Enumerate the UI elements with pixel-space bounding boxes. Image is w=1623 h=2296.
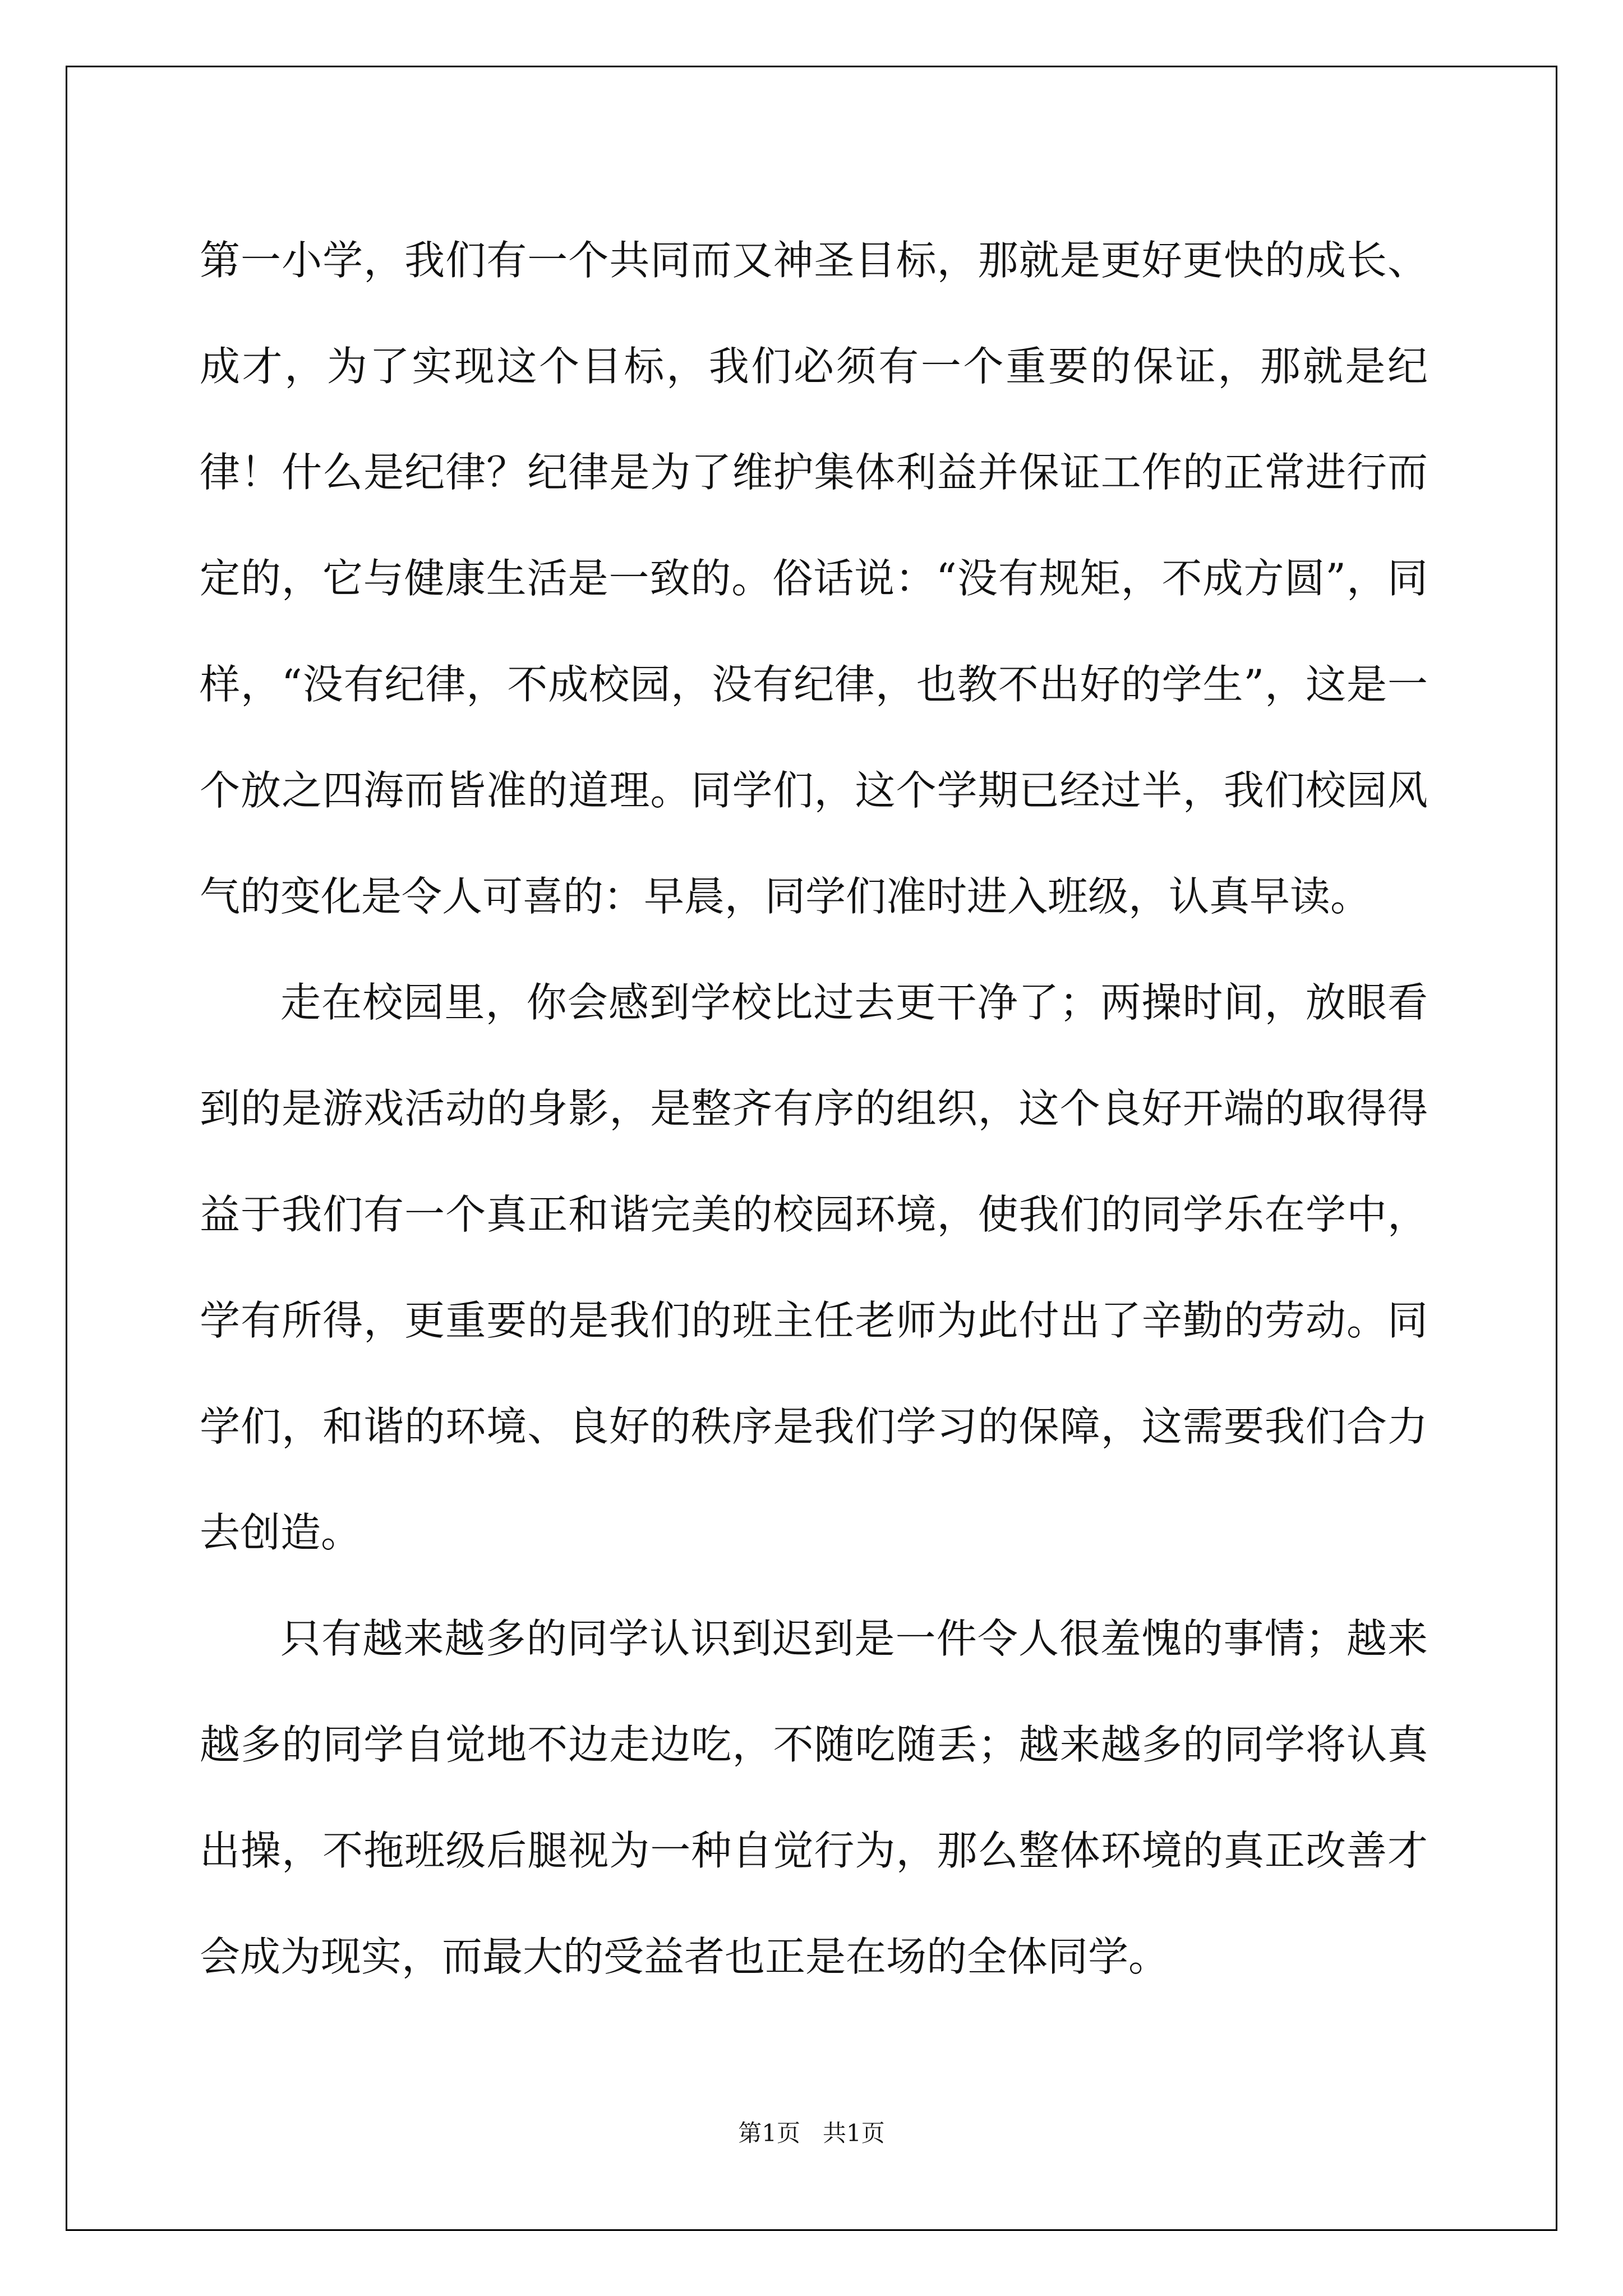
paragraph-1: 第一小学，我们有一个共同而又神圣目标，那就是更好更快的成长、成才，为了实现这个目标，我们必须有一个重要的保证，那就是纪律！什么是纪律？纪律是为了维护集体利益并保证工作的正常进行而定的，它与健康生活是一致的。俗话说：“没有规矩，不成方圆”，同样，“没有纪律，不成校园，没有纪律，也教不出好的学生”，这是一个放之四海而皆准的道理。同学们，这个学期已经过半，我们校园风气的变化是令人可喜的：早晨，同学们准时进入班级，认真早读。 — [200, 237, 1428, 920]
page-number-current: 第1页 — [738, 2119, 800, 2147]
page-footer — [0, 2115, 1623, 2148]
page-number-total: 共1页 — [823, 2119, 885, 2147]
paragraph-3: 只有越来越多的同学认识到迟到是一件令人很羞愧的事情；越来越多的同学自觉地不边走边吃，不随吃随丢；越来越多的同学将认真出操，不拖班级后腿视为一种自觉行为，那么整体环境的真正改善才会成为现实，而最大的受益者也正是在场的全体同学。 — [200, 1615, 1428, 1980]
document-body — [200, 208, 1428, 2010]
paragraph-2: 走在校园里，你会感到学校比过去更干净了；两操时间，放眼看到的是游戏活动的身影，是整齐有序的组织，这个良好开端的取得得益于我们有一个真正和谐完美的校园环境，使我们的同学乐在学中，学有所得，更重要的是我们的班主任老师为此付出了辛勤的劳动。同学们，和谐的环境、良好的秩序是我们学习的保障，这需要我们合力去创造。 — [200, 979, 1428, 1556]
